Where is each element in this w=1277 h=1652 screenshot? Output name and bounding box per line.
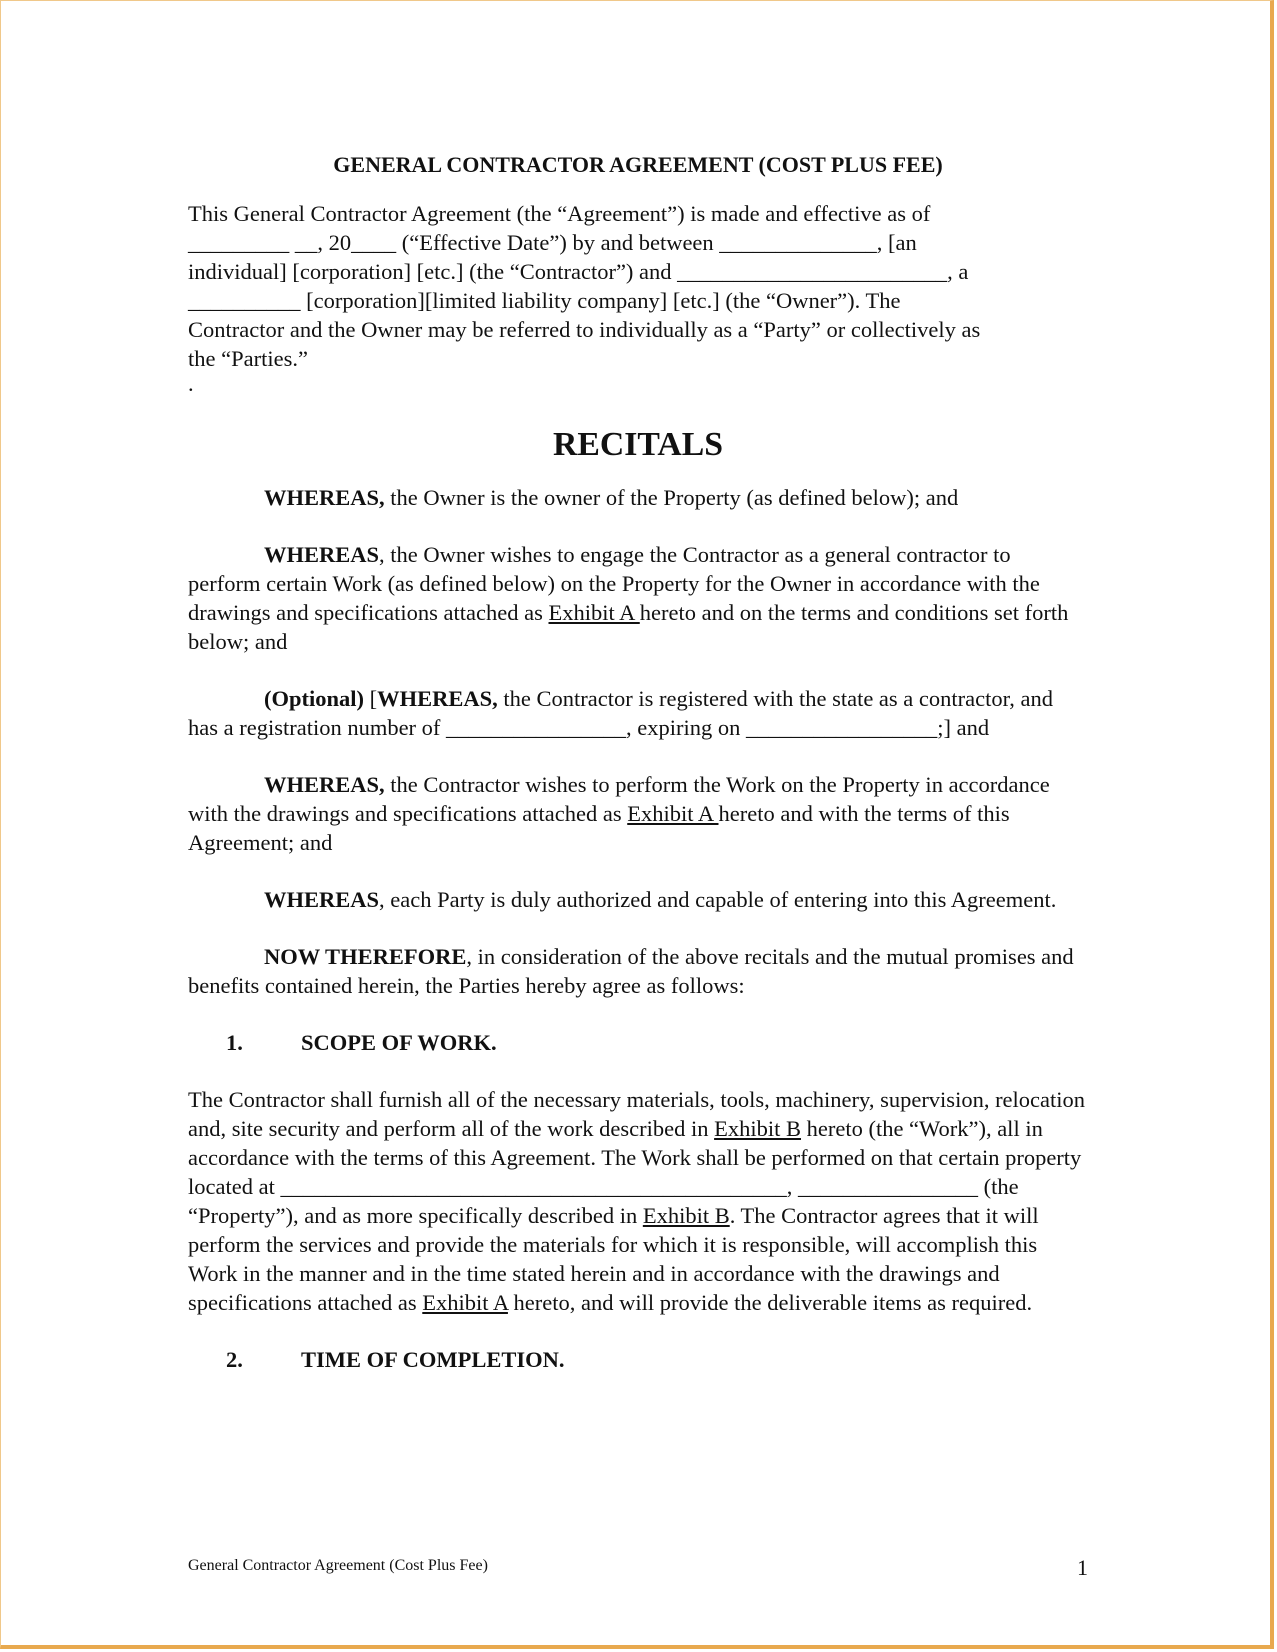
stray-dot: . (188, 371, 194, 396)
recital-text: , the Owner wishes to engage the Contractor as a general contractor to perform certain Work (as defined below) on the Property for the Owner in accordance with the drawings and specifications attached as (188, 542, 1040, 625)
recital-lead: WHEREAS, (264, 772, 385, 797)
intro-paragraph (188, 199, 1088, 402)
recital-paragraph (188, 540, 1088, 656)
now-therefore-paragraph (188, 942, 1088, 1000)
recital-text: the Contractor is registered with the state as a contractor, and has a registration number of ________________, expiring on _________________;] and (188, 686, 1053, 740)
section-number: 2. (226, 1347, 243, 1372)
section-title: TIME OF COMPLETION. (301, 1347, 565, 1372)
scope-text: The Contractor shall furnish all of the necessary materials, tools, machinery, supervision, relocation and, site security and perform all of the work described in (188, 1087, 1086, 1141)
document-title: GENERAL CONTRACTOR AGREEMENT (COST PLUS FEE) (333, 152, 943, 177)
exhibit-a-reference: Exhibit A (627, 801, 719, 826)
recital-text: hereto and on the terms and conditions set forth below; and (188, 600, 1069, 654)
section-number: 1. (226, 1030, 243, 1055)
now-therefore-lead: NOW THEREFORE (264, 944, 467, 969)
section-title: SCOPE OF WORK. (301, 1030, 497, 1055)
exhibit-a-reference: Exhibit A (548, 600, 640, 625)
recital-paragraph (188, 885, 1088, 914)
optional-label: (Optional) (264, 686, 365, 711)
recital-lead: WHEREAS, (264, 485, 385, 510)
recital-paragraph (188, 770, 1088, 857)
footer-document-title: General Contractor Agreement (Cost Plus Fee) (188, 1557, 488, 1574)
scope-text: hereto (the “Work”), all in accordance with the terms of this Agreement. The Work shall be performed on that certain property located at _____________________________________________, ________________ (the “Property”), and as more specifically described in (188, 1116, 1082, 1228)
recital-text: the Owner is the owner of the Property (as defined below); and (384, 485, 959, 510)
bracket: [ (364, 686, 378, 711)
recital-lead: WHEREAS (264, 887, 380, 912)
section-heading-time (188, 1345, 1088, 1374)
intro-line: This General Contractor Agreement (the “Agreement”) is made and effective as of (188, 201, 931, 226)
page-number: 1 (1077, 1555, 1088, 1580)
scope-text: . The Contractor agrees that it will perform the services and provide the materials for which it is responsible, will accomplish this Work in the manner and in the time stated herein and in accordance with the drawings and specifications attached as (188, 1203, 1039, 1315)
scope-text: hereto, and will provide the deliverable items as required. (507, 1290, 1033, 1315)
intro-line: the “Parties.” (188, 346, 308, 371)
exhibit-b-reference: Exhibit B (642, 1203, 730, 1228)
intro-line: _________ __, 20____ (“Effective Date”) by and between ______________, [an (188, 230, 917, 255)
recital-text: hereto and with the terms of this Agreement; and (188, 801, 1010, 855)
now-therefore-text: , in consideration of the above recitals and the mutual promises and benefits contained herein, the Parties hereby agree as follows: (188, 944, 1074, 998)
recital-paragraph (188, 483, 1088, 512)
recital-lead: WHEREAS (264, 542, 380, 567)
recital-text: the Contractor wishes to perform the Work on the Property in accordance with the drawings and specifications attached as (188, 772, 1050, 826)
exhibit-a-reference: Exhibit A (422, 1290, 508, 1315)
recital-text: , each Party is duly authorized and capable of entering into this Agreement. (379, 887, 1057, 912)
section-heading-scope (188, 1028, 1088, 1057)
intro-line: individual] [corporation] [etc.] (the “Contractor”) and ________________________, a (188, 259, 969, 284)
recitals-heading: RECITALS (552, 426, 724, 463)
exhibit-b-reference: Exhibit B (714, 1116, 801, 1141)
scope-paragraph (188, 1085, 1088, 1317)
intro-line: __________ [corporation][limited liability company] [etc.] (the “Owner”). The (188, 288, 901, 313)
recital-paragraph (188, 684, 1088, 742)
recital-lead: WHEREAS, (377, 686, 498, 711)
intro-line: Contractor and the Owner may be referred to individually as a “Party” or collectively as (188, 317, 981, 342)
document-page (188, 150, 1088, 1402)
